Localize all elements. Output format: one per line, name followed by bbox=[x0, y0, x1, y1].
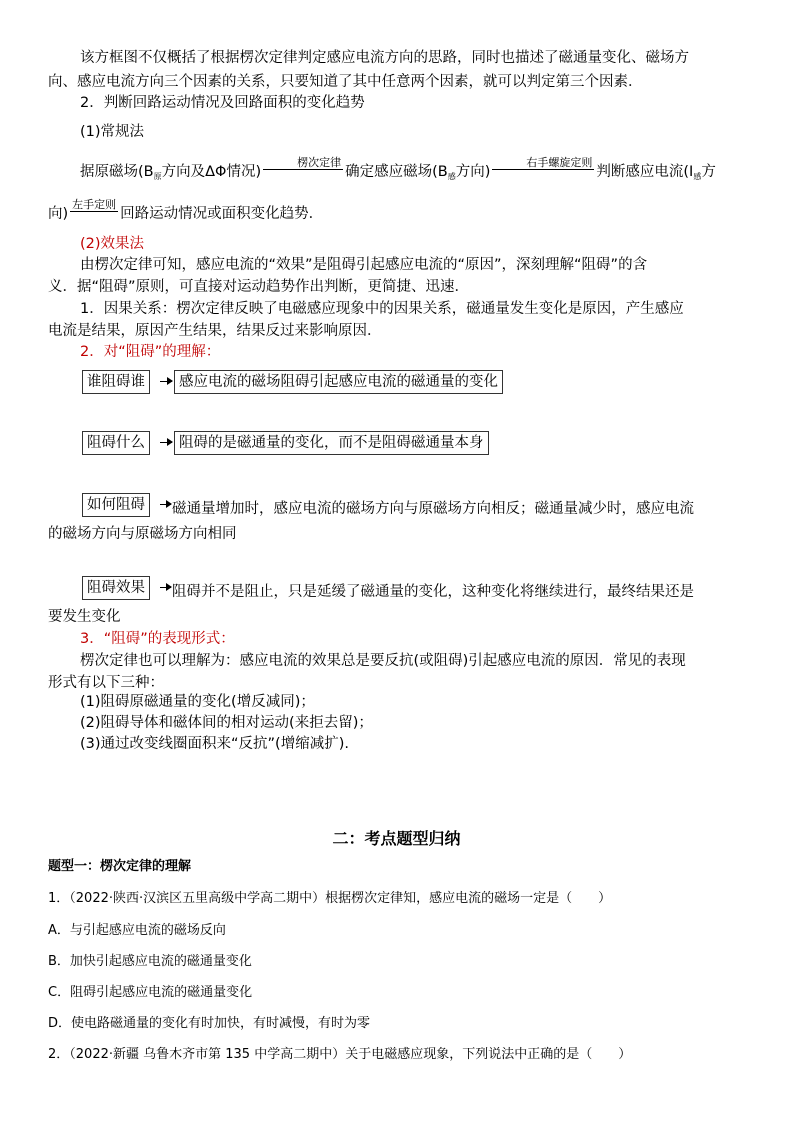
forms-line-2: 形式有以下三种： bbox=[48, 675, 164, 691]
box-who-label: 谁阻碍谁 bbox=[82, 370, 150, 394]
forms-item-3: (3)通过改变线圈面积来“反抗”(增缩减扩). bbox=[80, 736, 349, 752]
cause-line-1: 1．因果关系：楞次定律反映了电磁感应现象中的因果关系，磁通量发生变化是原因，产生感应 bbox=[80, 301, 684, 317]
flow-text-d: 方向) bbox=[455, 164, 491, 180]
forms-line-1: 楞次定律也可以理解为：感应电流的效果总是要反抗(或阻碍)引起感应电流的原因．常见的表现 bbox=[80, 653, 686, 669]
method2-line-2: 义．据“阻碍”原则，可直接对运动趋势作出判断，更简捷、迅速． bbox=[48, 279, 470, 295]
flow-text-b: 方向及ΔΦ情况) bbox=[161, 164, 262, 180]
method2-title: (2)效果法 bbox=[80, 236, 145, 252]
question-1-option-a: A．与引起感应电流的磁场反向 bbox=[48, 923, 226, 938]
box-what-label: 阻碍什么 bbox=[82, 431, 150, 455]
arrow-icon bbox=[160, 587, 171, 588]
box-how-text-1: 磁通量增加时，感应电流的磁场方向与原磁场方向相反；磁通量减少时，感应电流 bbox=[172, 501, 694, 517]
arrow-label-right-hand-screw: 右手螺旋定则 bbox=[492, 157, 594, 170]
flow-text-h: 回路运动情况或面积变化趋势． bbox=[120, 206, 324, 222]
box-how-label: 如何阻碍 bbox=[82, 493, 150, 517]
question-2-stem: 2．（2022·新疆 乌鲁木齐市第 135 中学高二期中）关于电磁感应现象，下列说法中正确的是（ ） bbox=[48, 1047, 632, 1062]
flow-text-a: 据原磁场(B bbox=[80, 164, 154, 180]
box-who-text: 感应电流的磁场阻碍引起感应电流的磁通量的变化 bbox=[174, 370, 503, 394]
method1-flow-line-2 bbox=[48, 198, 748, 226]
method2-line-1: 由楞次定律可知，感应电流的“效果”是阻碍引起感应电流的“原因”，深刻理解“阻碍”的含 bbox=[80, 257, 648, 273]
section-title: 二：考点题型归纳 bbox=[332, 829, 461, 848]
question-type-heading: 题型一：楞次定律的理解 bbox=[48, 859, 192, 874]
forms-item-2: (2)阻碍导体和磁体间的相对运动(来拒去留)； bbox=[80, 715, 373, 731]
arrow-label-left-hand: 左手定则 bbox=[72, 198, 117, 211]
box-effect-label: 阻碍效果 bbox=[82, 576, 150, 600]
question-1-option-b: B．加快引起感应电流的磁通量变化 bbox=[48, 954, 252, 969]
flow-text-e: 判断感应电流(I bbox=[596, 164, 694, 180]
box-effect-text-1: 阻碍并不是阻止，只是延缓了磁通量的变化，这种变化将继续进行，最终结果还是 bbox=[172, 584, 694, 600]
question-1-option-d: D．使电路磁通量的变化有时加快，有时减慢，有时为零 bbox=[48, 1016, 371, 1031]
arrow-icon bbox=[160, 504, 171, 505]
point-2-heading: 2．判断回路运动情况及回路面积的变化趋势 bbox=[80, 95, 365, 111]
arrow-icon bbox=[160, 442, 172, 443]
intro-line-1: 该方框图不仅概括了根据楞次定律判定感应电流方向的思路，同时也描述了磁通量变化、磁场方 bbox=[80, 50, 689, 66]
question-1-option-c: C．阻碍引起感应电流的磁通量变化 bbox=[48, 985, 253, 1000]
flow-text-c: 确定感应磁场(B bbox=[345, 164, 448, 180]
box-how-text-2: 的磁场方向与原磁场方向相同 bbox=[48, 526, 237, 542]
forms-item-1: (1)阻碍原磁通量的变化(增反减同)； bbox=[80, 694, 315, 710]
question-1-stem: 1．（2022·陕西·汉滨区五里高级中学高二期中）根据楞次定律知，感应电流的磁场一定是（ ） bbox=[48, 891, 612, 906]
cause-line-2: 电流是结果，原因产生结果，结果反过来影响原因． bbox=[48, 323, 382, 339]
understand-title: 2．对“阻碍”的理解： bbox=[80, 344, 221, 360]
arrow-label-lenz: 楞次定律 bbox=[263, 157, 343, 170]
intro-line-2: 向、感应电流方向三个因素的关系，只要知道了其中任意两个因素，就可以判定第三个因素． bbox=[48, 74, 643, 90]
flow-text-g: 向) bbox=[48, 206, 69, 222]
method1-flow-line-1 bbox=[48, 156, 748, 189]
box-effect-text-2: 要发生变化 bbox=[48, 609, 121, 625]
forms-title: 3．“阻碍”的表现形式： bbox=[80, 631, 235, 647]
method1-title: (1)常规法 bbox=[80, 124, 145, 140]
flow-sub-a: 原 bbox=[153, 172, 162, 181]
box-what-text: 阻碍的是磁通量的变化，而不是阻碍磁通量本身 bbox=[174, 431, 489, 455]
flow-text-f: 方 bbox=[701, 164, 716, 180]
flow-sub-e: 感 bbox=[693, 172, 702, 181]
flow-sub-c: 感 bbox=[447, 172, 456, 181]
arrow-icon bbox=[160, 381, 172, 382]
